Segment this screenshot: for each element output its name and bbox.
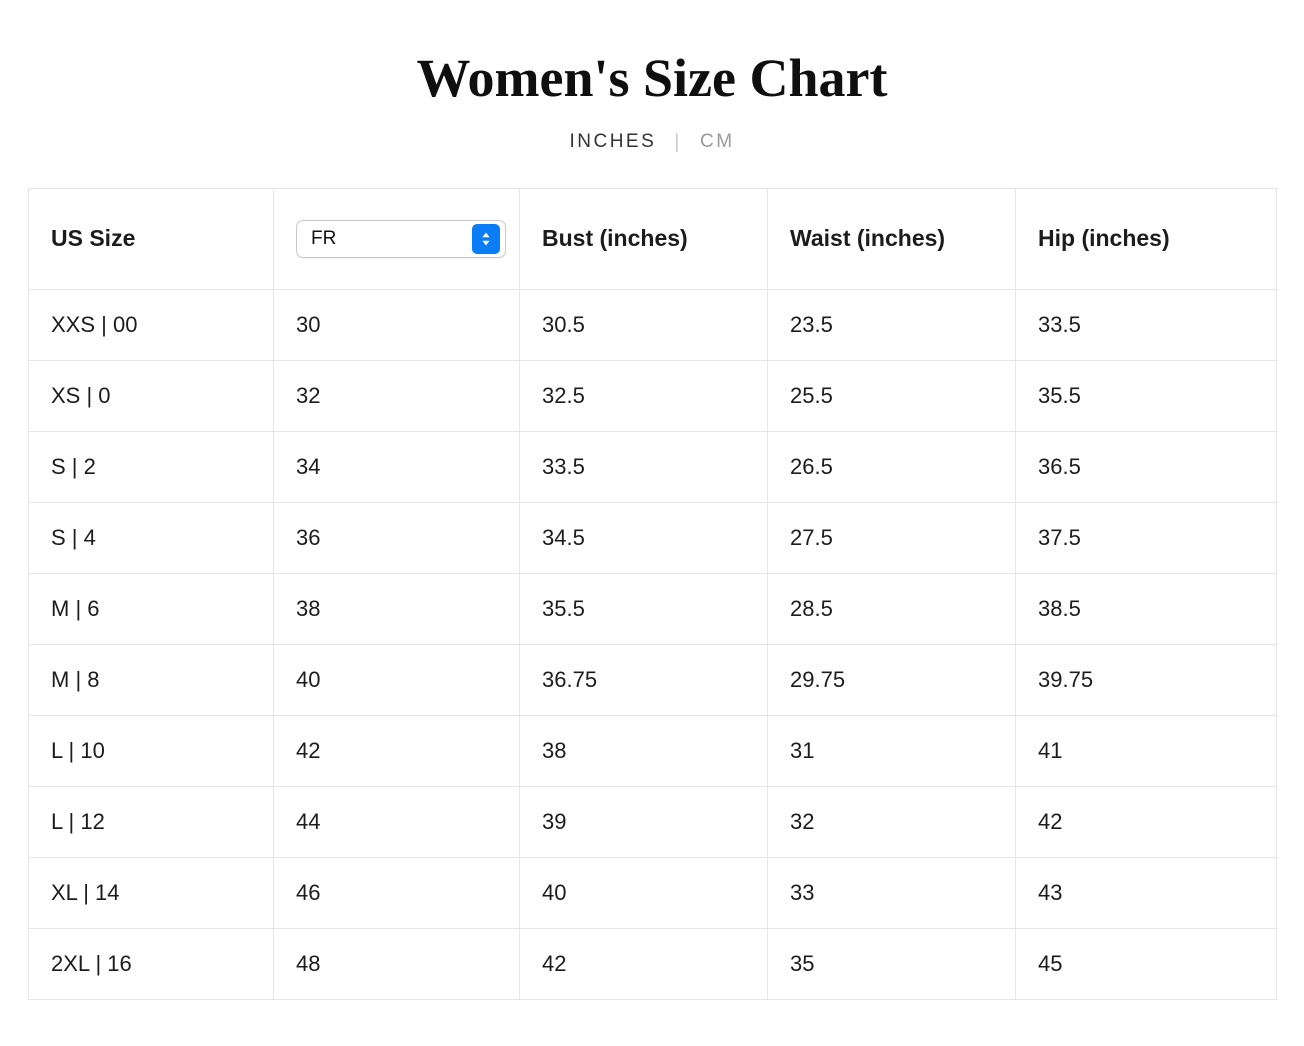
unit-toggle xyxy=(0,131,1304,154)
cell-fr-size: 40 xyxy=(274,644,520,715)
cell-us-size: L | 12 xyxy=(29,786,274,857)
unit-separator: | xyxy=(674,130,682,153)
cell-waist: 23.5 xyxy=(768,289,1016,360)
cell-bust: 42 xyxy=(520,928,768,999)
cell-hip: 35.5 xyxy=(1016,360,1277,431)
cell-fr-size: 48 xyxy=(274,928,520,999)
cell-bust: 30.5 xyxy=(520,289,768,360)
table-row xyxy=(29,928,1277,999)
cell-fr-size: 46 xyxy=(274,857,520,928)
cell-fr-size: 30 xyxy=(274,289,520,360)
table-row xyxy=(29,360,1277,431)
table-row xyxy=(29,644,1277,715)
cell-hip: 42 xyxy=(1016,786,1277,857)
table-row xyxy=(29,857,1277,928)
cell-bust: 33.5 xyxy=(520,431,768,502)
column-header-waist: Waist (inches) xyxy=(768,188,1016,289)
cell-waist: 31 xyxy=(768,715,1016,786)
cell-fr-size: 42 xyxy=(274,715,520,786)
cell-us-size: XXS | 00 xyxy=(29,289,274,360)
page-title: Women's Size Chart xyxy=(416,48,888,108)
cell-fr-size: 44 xyxy=(274,786,520,857)
cell-hip: 43 xyxy=(1016,857,1277,928)
cell-fr-size: 32 xyxy=(274,360,520,431)
cell-us-size: S | 4 xyxy=(29,502,274,573)
table-row xyxy=(29,502,1277,573)
cell-waist: 35 xyxy=(768,928,1016,999)
unit-inches-option[interactable]: INCHES xyxy=(569,131,657,153)
size-table-container xyxy=(28,188,1276,1000)
region-select[interactable] xyxy=(296,220,506,258)
cell-waist: 29.75 xyxy=(768,644,1016,715)
cell-bust: 36.75 xyxy=(520,644,768,715)
cell-hip: 39.75 xyxy=(1016,644,1277,715)
cell-hip: 38.5 xyxy=(1016,573,1277,644)
cell-waist: 32 xyxy=(768,786,1016,857)
column-header-region xyxy=(274,188,520,289)
cell-bust: 32.5 xyxy=(520,360,768,431)
cell-us-size: S | 2 xyxy=(29,431,274,502)
cell-bust: 38 xyxy=(520,715,768,786)
cell-fr-size: 34 xyxy=(274,431,520,502)
table-head xyxy=(29,188,1277,289)
cell-waist: 26.5 xyxy=(768,431,1016,502)
table-row xyxy=(29,289,1277,360)
cell-hip: 36.5 xyxy=(1016,431,1277,502)
size-chart-table xyxy=(28,188,1277,1000)
column-header-bust: Bust (inches) xyxy=(520,188,768,289)
cell-bust: 40 xyxy=(520,857,768,928)
cell-hip: 45 xyxy=(1016,928,1277,999)
cell-fr-size: 36 xyxy=(274,502,520,573)
cell-us-size: XS | 0 xyxy=(29,360,274,431)
table-row xyxy=(29,573,1277,644)
table-header-row xyxy=(29,188,1277,289)
cell-us-size: XL | 14 xyxy=(29,857,274,928)
column-header-hip: Hip (inches) xyxy=(1016,188,1277,289)
cell-us-size: L | 10 xyxy=(29,715,274,786)
cell-fr-size: 38 xyxy=(274,573,520,644)
cell-hip: 37.5 xyxy=(1016,502,1277,573)
cell-waist: 25.5 xyxy=(768,360,1016,431)
cell-us-size: M | 6 xyxy=(29,573,274,644)
table-row xyxy=(29,786,1277,857)
table-row xyxy=(29,715,1277,786)
cell-bust: 34.5 xyxy=(520,502,768,573)
table-body xyxy=(29,289,1277,999)
column-header-us-size: US Size xyxy=(29,188,274,289)
cell-waist: 28.5 xyxy=(768,573,1016,644)
unit-cm-option[interactable]: CM xyxy=(699,131,735,153)
cell-hip: 33.5 xyxy=(1016,289,1277,360)
region-select-wrapper[interactable] xyxy=(296,220,506,258)
cell-bust: 39 xyxy=(520,786,768,857)
cell-us-size: 2XL | 16 xyxy=(29,928,274,999)
cell-waist: 27.5 xyxy=(768,502,1016,573)
table-row xyxy=(29,431,1277,502)
cell-waist: 33 xyxy=(768,857,1016,928)
cell-us-size: M | 8 xyxy=(29,644,274,715)
cell-hip: 41 xyxy=(1016,715,1277,786)
cell-bust: 35.5 xyxy=(520,573,768,644)
